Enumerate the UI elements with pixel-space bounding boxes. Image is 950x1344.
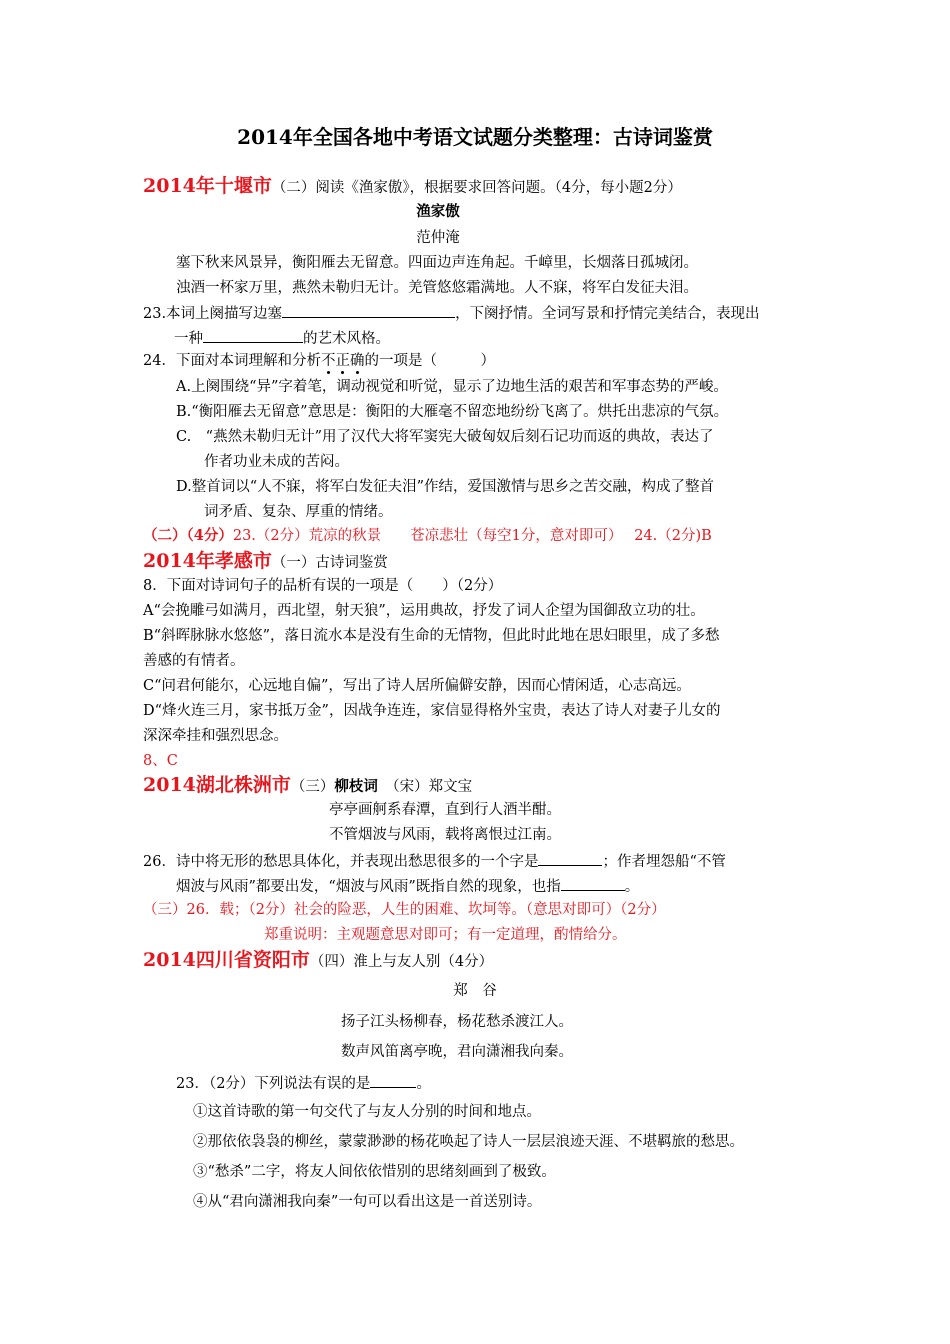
statement-1: ①这首诗歌的第一句交代了与友人分别的时间和地点。 — [193, 1104, 541, 1120]
question-26-cont — [176, 875, 639, 897]
poem-line: 浊酒一杯家万里，燕然未勒归无计。羌管悠悠霜满地。人不寐，将军白发征夫泪。 — [176, 280, 698, 296]
emphasis-char: 不 — [320, 353, 336, 369]
statement-2: ②那依依袅袅的柳丝，蒙蒙渺渺的杨花唤起了诗人一层层浪迹天涯、不堪羁旅的愁思。 — [193, 1134, 744, 1150]
answer-blank[interactable] — [561, 875, 625, 891]
statement-3: ③“愁杀”二字，将友人间依依惜别的思绪刻画到了极致。 — [193, 1164, 556, 1180]
option-d-cont: 词矛盾、复杂、厚重的情绪。 — [204, 504, 393, 520]
option-d: D“烽火连三月，家书抵万金”，因战争连连，家信显得格外宝贵，表达了诗人对妻子儿女的 — [143, 703, 721, 719]
question-text: ；作者埋怨船“不管 — [602, 854, 726, 870]
answer-blank[interactable] — [203, 327, 303, 343]
city-heading: 2014年十堰市 — [143, 175, 272, 197]
question-text: 23.本词上阕描写边塞 — [143, 306, 283, 322]
question-text: ，下阕抒情。全词写景和抒情完美结合，表现出 — [455, 306, 760, 322]
question-text: 一种 — [174, 331, 203, 347]
section-zhuzhou-header — [143, 773, 472, 797]
poem-line: 数声风笛离亭晚，君向潇湘我向秦。 — [341, 1044, 573, 1060]
section-shiyan-header — [143, 174, 682, 198]
poem-line: 塞下秋来风景异，衡阳雁去无留意。四面边声连角起。千嶂里，长烟落日孤城闭。 — [176, 255, 698, 271]
option-b-cont: 善感的有情者。 — [143, 653, 245, 669]
city-heading: 2014年孝感市 — [143, 550, 272, 572]
option-a: A.上阕围绕“异”字着笔，调动视觉和听觉，显示了边地生活的艰苦和军事态势的严峻。 — [176, 379, 728, 395]
section-intro: （四）淮上与友人别（4分） — [309, 954, 494, 970]
answer-key: （三）26．载；（2分）社会的险恶，人生的困难、坎坷等。（意思对即可）（2分） — [143, 902, 666, 918]
section-xiaogan-header — [143, 549, 388, 573]
section-intro: （三） — [290, 779, 335, 795]
answer-text: 23.（2分）荒凉的秋景 苍凉悲壮（每空1分，意对即可） 24.（2分)B — [232, 528, 712, 544]
answer-blank[interactable] — [370, 1072, 416, 1088]
option-d-cont: 深深牵挂和强烈思念。 — [143, 728, 288, 744]
question-text: 烟波与风雨”都要出发，“烟波与风雨”既指自然的现象，也指 — [176, 879, 561, 895]
question-text: 26．诗中将无形的愁思具体化，并表现出愁思很多的一个字是 — [143, 854, 539, 870]
statement-4: ④从“君向潇湘我向秦”一句可以看出这是一首送别诗。 — [193, 1194, 542, 1210]
answer-note: 郑重说明：主观题意思对即可；有一定道理，酌情给分。 — [264, 927, 627, 943]
question-text: 。 — [416, 1076, 431, 1092]
option-a: A“会挽雕弓如满月，西北望，射天狼”，运用典故，抒发了词人企望为国御敌立功的壮。 — [143, 603, 705, 619]
answer-key: 8、C — [143, 753, 178, 769]
option-b: B.“衡阳雁去无留意”意思是：衡阳的大雁毫不留恋地纷纷飞离了。烘托出悲凉的气氛。 — [176, 404, 729, 420]
section-intro: （一）古诗词鉴赏 — [271, 555, 388, 571]
emphasis-char: 正 — [335, 353, 350, 369]
poem-line: 不管烟波与风雨，载将离恨过江南。 — [329, 827, 561, 843]
option-b: B“斜晖脉脉水悠悠”，落日流水本是没有生命的无情物，但此时此地在思妇眼里，成了多愁 — [143, 628, 720, 644]
poem-title: 渔家傲 — [416, 203, 460, 220]
option-c: C. “燕然未勒归无计”用了汉代大将军窦宪大破匈奴后刻石记功而返的典故，表达了 — [176, 429, 714, 445]
answer-key — [143, 526, 712, 546]
answer-label: （二）（4分） — [143, 527, 233, 544]
question-24 — [143, 351, 495, 371]
question-23 — [143, 302, 760, 324]
question-text: 的艺术风格。 — [303, 331, 390, 347]
answer-blank[interactable] — [538, 850, 602, 866]
document-title: 2014年全国各地中考语文试题分类整理：古诗词鉴赏 — [237, 125, 713, 149]
poem-author: 范仲淹 — [416, 230, 460, 246]
question-text: 23．（2分）下列说法有误的是 — [176, 1076, 371, 1092]
question-8: 8．下面对诗词句子的品析有误的一项是（ ）（2分） — [143, 578, 503, 594]
poem-line: 亭亭画舸系春潭，直到行人酒半酣。 — [329, 802, 561, 818]
question-23 — [176, 1072, 431, 1094]
answer-blank[interactable] — [282, 302, 455, 318]
poem-line: 扬子江头杨柳春，杨花愁杀渡江人。 — [341, 1014, 573, 1030]
city-heading: 2014四川省资阳市 — [143, 949, 310, 971]
option-c-cont: 作者功业未成的苦闷。 — [204, 454, 349, 470]
option-d: D.整首词以“人不寐，将军白发征夫泪”作结，爱国激情与思乡之苦交融，构成了整首 — [176, 479, 715, 495]
question-23-cont — [174, 327, 390, 349]
poem-author: （宋）郑文宝 — [392, 779, 473, 795]
question-text: 的一项是（ ） — [364, 353, 495, 369]
section-intro: （二）阅读《渔家傲》，根据要求回答问题。（4分，每小题2分） — [271, 180, 682, 196]
poem-author: 郑 谷 — [453, 983, 497, 999]
city-heading: 2014湖北株洲市 — [143, 774, 291, 796]
question-text: 24．下面对本词理解和分析 — [143, 353, 321, 369]
question-26 — [143, 850, 726, 872]
section-ziyang-header — [143, 948, 493, 972]
poem-title: 柳枝词 — [334, 778, 378, 795]
option-c: C“问君何能尔，心远地自偏”，写出了诗人居所偏僻安静，因而心情闲适，心志高远。 — [143, 678, 691, 694]
emphasis-char: 确 — [349, 353, 365, 369]
question-text: 。 — [624, 879, 640, 895]
